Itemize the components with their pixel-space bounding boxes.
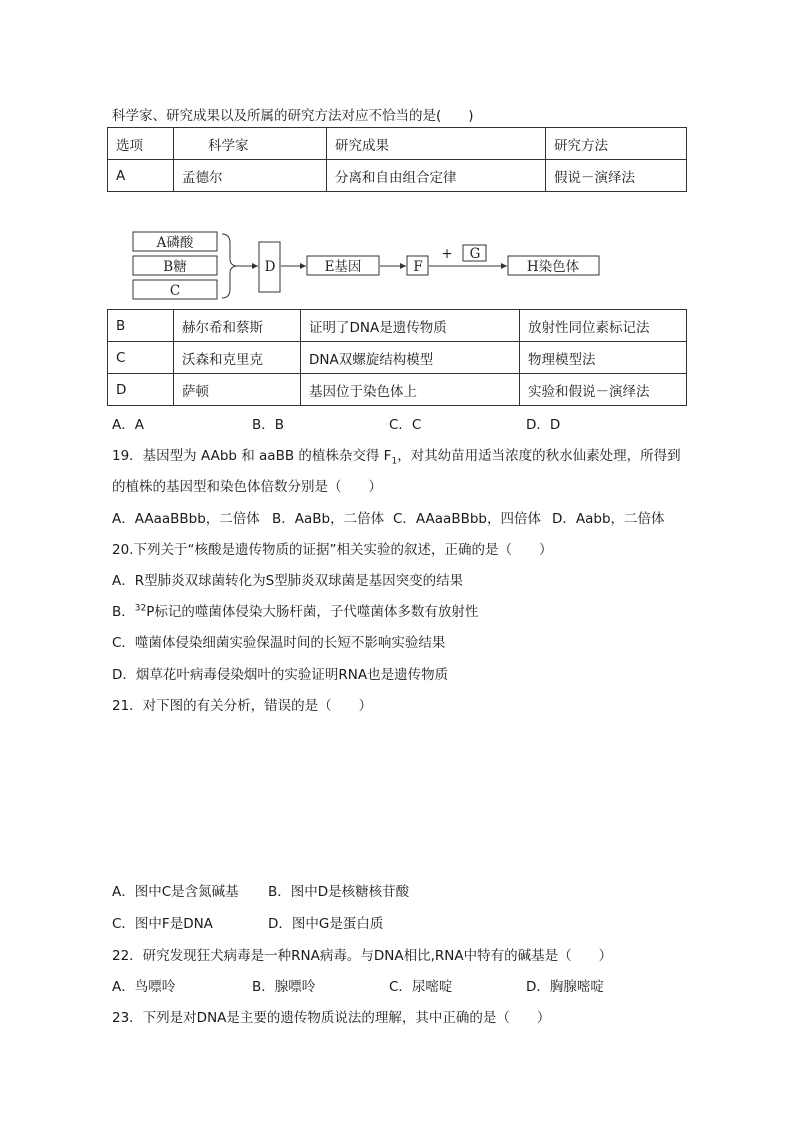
option-c[interactable]: C．图中F是DNA — [112, 916, 213, 932]
table-row — [108, 374, 687, 406]
q20-option-c[interactable]: C．噬菌体侵染细菌实验保温时间的长短不影响实验结果 — [112, 635, 446, 651]
table-header-row — [108, 128, 687, 160]
option-a[interactable]: A．鸟嘌呤 — [112, 979, 176, 995]
table-cell: 孟德尔 — [174, 160, 327, 192]
q20-option-b[interactable] — [112, 600, 478, 620]
table-cell: 实验和假说－演绎法 — [520, 374, 687, 406]
option-b[interactable]: B．B — [252, 417, 285, 433]
q18-stem: 科学家、研究成果以及所属的研究方法对应不恰当的是( ) — [112, 108, 474, 124]
q18-table-top — [107, 127, 687, 192]
table-cell: 放射性同位素标记法 — [520, 310, 687, 342]
label-b: B糖 — [163, 259, 187, 275]
table-header-cell: 研究方法 — [546, 128, 687, 160]
q20-option-a[interactable]: A．R型肺炎双球菌转化为S型肺炎双球菌是基因突变的结果 — [112, 573, 464, 589]
option-a[interactable]: A．图中C是含氮碱基 — [112, 884, 239, 900]
option-b-text: P标记的噬菌体侵染大肠杆菌，子代噬菌体多数有放射性 — [146, 604, 479, 620]
label-h: H染色体 — [526, 259, 580, 275]
label-d: D — [264, 259, 276, 275]
q22-stem: 22．研究发现狂犬病毒是一种RNA病毒。与DNA相比,RNA中特有的碱基是（ ） — [112, 948, 613, 964]
q19-stem-line2: 的植株的基因型和染色体倍数分别是（ ） — [112, 479, 382, 495]
table-cell: B — [108, 310, 174, 342]
q19-stem-part1: 19．基因型为 AAbb 和 aaBB 的植株杂交得 F — [112, 448, 392, 464]
q18-table-bottom — [107, 309, 687, 406]
table-cell: 萨顿 — [174, 374, 301, 406]
table-row — [108, 342, 687, 374]
option-c[interactable]: C．尿嘧啶 — [389, 979, 453, 995]
table-cell: 证明了DNA是遗传物质 — [301, 310, 520, 342]
table-cell: D — [108, 374, 174, 406]
label-f: F — [413, 259, 423, 275]
option-d[interactable]: D．Aabb，二倍体 — [552, 511, 665, 527]
brace — [222, 234, 236, 298]
table-header-cell: 选项 — [108, 128, 174, 160]
table-cell: A — [108, 160, 174, 192]
option-c[interactable]: C．C — [389, 417, 422, 433]
option-b[interactable]: B．腺嘌呤 — [252, 979, 316, 995]
label-c: C — [169, 283, 181, 299]
isotope-superscript: 32 — [134, 603, 147, 614]
option-d[interactable]: D．胸腺嘧啶 — [526, 979, 604, 995]
option-b[interactable]: B．图中D是核糖核苷酸 — [268, 884, 410, 900]
option-c[interactable]: C．AAaaBBbb，四倍体 — [393, 511, 541, 527]
q19-stem-part2: ，对其幼苗用适当浓度的秋水仙素处理，所得到 — [397, 448, 681, 464]
label-a: A磷酸 — [156, 235, 194, 251]
table-cell: 基因位于染色体上 — [301, 374, 520, 406]
table-row — [108, 160, 687, 192]
table-header-cell: 科学家 — [174, 128, 327, 160]
q21-stem: 21．对下图的有关分析，错误的是（ ） — [112, 698, 373, 714]
table-cell: 假说－演绎法 — [546, 160, 687, 192]
table-cell: 赫尔希和蔡斯 — [174, 310, 301, 342]
table-cell: C — [108, 342, 174, 374]
label-g: G — [469, 246, 481, 262]
table-cell: 沃森和克里克 — [174, 342, 301, 374]
table-header-cell: 研究成果 — [327, 128, 546, 160]
option-a[interactable]: A．AAaaBBbb，二倍体 — [112, 511, 260, 527]
table-cell: DNA双螺旋结构模型 — [301, 342, 520, 374]
table-cell: 分离和自由组合定律 — [327, 160, 546, 192]
option-d[interactable]: D．D — [526, 417, 561, 433]
q20-option-d[interactable]: D．烟草花叶病毒侵染烟叶的实验证明RNA也是遗传物质 — [112, 667, 449, 683]
table-row — [108, 310, 687, 342]
option-b-prefix: B． — [112, 604, 135, 620]
nucleic-acid-diagram — [0, 225, 794, 305]
option-b[interactable]: B．AaBb，二倍体 — [272, 511, 385, 527]
label-plus: + — [441, 246, 453, 262]
option-a[interactable]: A．A — [112, 417, 144, 433]
q23-stem: 23．下列是对DNA是主要的遗传物质说法的理解，其中正确的是（ ） — [112, 1010, 551, 1026]
q19-stem — [112, 444, 681, 467]
label-e: E基因 — [324, 259, 362, 275]
q20-stem: 20.下列关于“核酸是遗传物质的证据”相关实验的叙述，正确的是（ ） — [112, 542, 553, 558]
option-d[interactable]: D．图中G是蛋白质 — [268, 916, 384, 932]
table-cell: 物理模型法 — [520, 342, 687, 374]
q19-subscript: 1 — [391, 456, 398, 467]
